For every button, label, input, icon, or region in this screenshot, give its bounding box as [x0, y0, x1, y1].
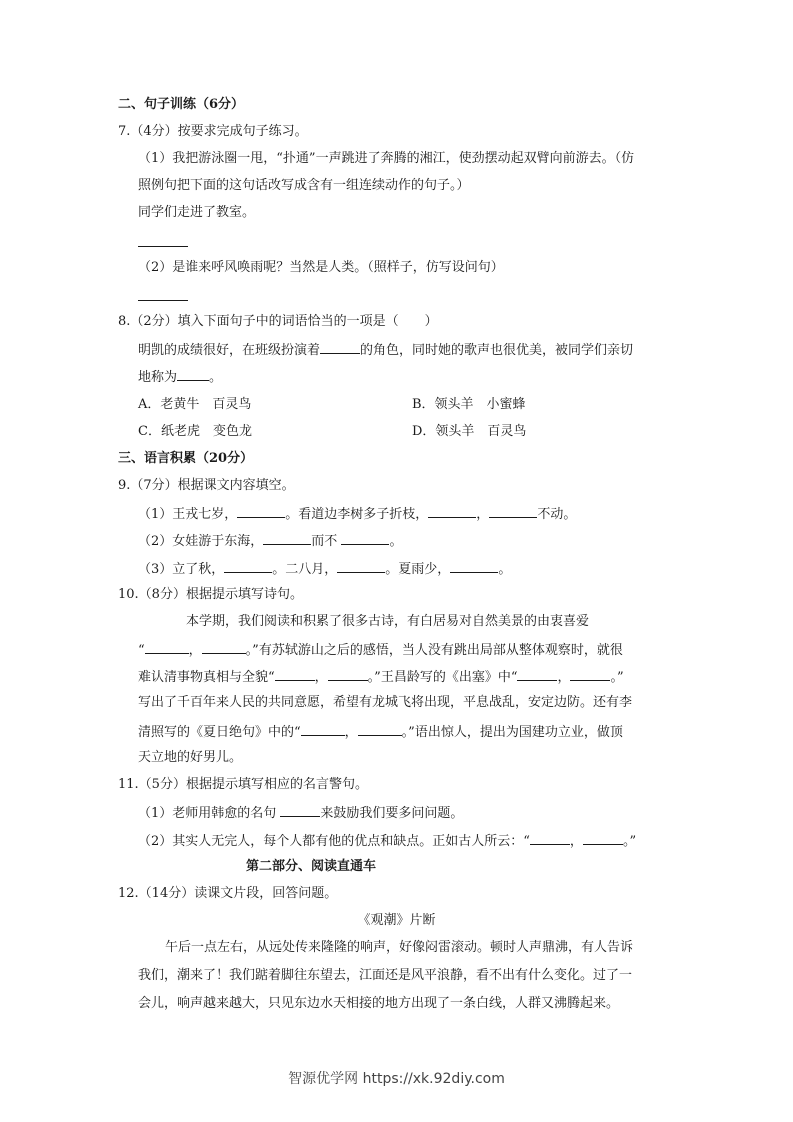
- q11-l2-c: 。”: [622, 834, 637, 849]
- q10-stem: 10.（8分）根据提示填写诗句。: [118, 587, 303, 602]
- q11-line1: [138, 802, 463, 824]
- q9-blank-7[interactable]: [337, 558, 385, 573]
- q10-l2-b: ，: [188, 643, 202, 658]
- q8-line1: [138, 339, 633, 361]
- q8-line2: [138, 366, 222, 388]
- q8-line1-text-b: 的角色，同时她的歌声也很优美，被同学们亲切: [360, 343, 634, 358]
- q9-blank-4[interactable]: [263, 530, 311, 545]
- q7-answer-blank-1[interactable]: [138, 246, 188, 247]
- q9-blank-8[interactable]: [450, 558, 498, 573]
- q10-blank-8[interactable]: [358, 721, 402, 736]
- q9-stem: 9.（7分）根据课文内容填空。: [118, 478, 295, 493]
- q7-answer-blank-2[interactable]: [138, 300, 188, 301]
- q10-l3-e: 。”: [610, 670, 624, 685]
- q7-stem: 7.（4分）按要求完成句子练习。: [118, 124, 308, 139]
- q9-blank-5[interactable]: [341, 530, 389, 545]
- q10-line6: 天立地的好男儿。: [138, 750, 243, 765]
- q8-stem: 8.（2分）填入下面句子中的词语恰当的一项是（ ）: [118, 314, 438, 329]
- q9-l3-b: 。二八月，: [272, 562, 338, 577]
- q10-l5-b: ，: [344, 725, 358, 740]
- q7-p1-line1: （1）我把游泳圈一甩，“扑通”一声跳进了奔腾的湘江，使劲摆动起双臂向前游去。（仿: [138, 151, 635, 166]
- q10-blank-7[interactable]: [301, 721, 345, 736]
- section-3-title: 三、语言积累（20分）: [118, 451, 254, 466]
- q9-line3: [138, 558, 511, 580]
- passage-line3: 会儿，响声越来越大，只见东边水天相接的地方出现了一条白线，人群又沸腾起来。: [138, 996, 620, 1011]
- q8-option-a[interactable]: A．老黄牛 百灵鸟: [138, 397, 252, 412]
- q11-blank-2[interactable]: [530, 830, 570, 845]
- section-2-title: 二、句子训练（6分）: [118, 97, 245, 112]
- q10-l5-a: 清照写的《夏日绝句》中的“: [138, 725, 301, 740]
- q7-p1-line3: 同学们走进了教室。: [138, 205, 256, 220]
- q9-blank-2[interactable]: [428, 503, 476, 518]
- q10-blank-4[interactable]: [328, 666, 368, 681]
- q10-line4: 写出了千百年来人民的共同意愿，希望有龙城飞将出现，平息战乱，安定边防。还有李: [138, 695, 633, 710]
- q11-l2-b: ，: [569, 834, 583, 849]
- q9-l1-c: ，: [476, 507, 490, 522]
- q9-blank-3[interactable]: [489, 503, 537, 518]
- q8-line1-text-a: 明凯的成绩很好，在班级扮演着: [138, 343, 321, 358]
- q8-line2-text-b: 。: [209, 370, 223, 385]
- q8-blank-2[interactable]: [177, 366, 209, 381]
- q10-line5: [138, 721, 623, 743]
- q7-p2-line1: （2）是谁来呼风唤雨呢？当然是人类。（照样子，仿写设问句）: [138, 260, 504, 275]
- part-2-title: 第二部分、阅读直通车: [246, 859, 377, 874]
- q10-blank-5[interactable]: [517, 666, 557, 681]
- passage-line2: 我们，潮来了！我们踮着脚往东望去，江面还是风平浪静，看不出有什么变化。过了一: [138, 968, 633, 983]
- q10-blank-2[interactable]: [202, 639, 246, 654]
- q9-blank-1[interactable]: [237, 503, 285, 518]
- passage-line1: 午后一点左右，从远处传来隆隆的响声，好像闷雷滚动。顿时人声鼎沸，有人告诉: [165, 940, 634, 955]
- q10-l3-a: 难认清事物真相与全貌“: [138, 670, 275, 685]
- q8-line2-text-a: 地称为: [138, 370, 178, 385]
- q11-line2: [138, 830, 636, 852]
- q12-stem: 12.（14分）读课文片段，回答问题。: [118, 886, 338, 901]
- q9-l3-c: 。夏雨少，: [385, 562, 451, 577]
- q9-l2-b: 而不: [311, 534, 338, 549]
- footer-watermark[interactable]: 智源优学网 https://xk.92diy.com: [288, 1071, 505, 1087]
- q9-l2-c: 。: [389, 534, 403, 549]
- q8-option-d[interactable]: D．领头羊 百灵鸟: [412, 424, 527, 439]
- q8-option-b[interactable]: B．领头羊 小蜜蜂: [412, 397, 526, 412]
- q9-l3-d: 。: [498, 562, 512, 577]
- q9-line1: [138, 503, 576, 525]
- q10-line2: [138, 639, 623, 661]
- q10-l2-a: “: [138, 643, 145, 658]
- q9-l1-b: 。看道边李树多子折枝，: [285, 507, 429, 522]
- q9-line2: [138, 530, 402, 552]
- q9-l2-a: （2）女娃游于东海，: [138, 534, 264, 549]
- q11-blank-1[interactable]: [280, 802, 320, 817]
- q9-l1-d: 不动。: [537, 507, 577, 522]
- q11-l1-a: （1）老师用韩愈的名句: [138, 806, 277, 821]
- q10-line1: 本学期，我们阅读和积累了很多古诗，有白居易对自然美景的由衷喜爱: [186, 614, 590, 629]
- q10-l3-d: ，: [557, 670, 571, 685]
- q11-l1-b: 来鼓励我们要多问问题。: [320, 806, 464, 821]
- q11-stem: 11.（5分）根据提示填写相应的名言警句。: [118, 777, 368, 792]
- q9-l3-a: （3）立了秋，: [138, 562, 225, 577]
- passage-title: 《观潮》片断: [357, 913, 436, 928]
- q8-blank-1[interactable]: [320, 339, 360, 354]
- q10-l5-c: 。”语出惊人，提出为国建功立业，做顶: [401, 725, 623, 740]
- q9-l1-a: （1）王戎七岁，: [138, 507, 238, 522]
- q10-line3: [138, 666, 624, 688]
- q10-blank-6[interactable]: [570, 666, 610, 681]
- q11-l2-a: （2）其实人无完人，每个人都有他的优点和缺点。正如古人所云：“: [138, 834, 530, 849]
- q10-l3-b: ，: [314, 670, 328, 685]
- q7-p1-line2: 照例句把下面的这句话改写成含有一组连续动作的句子。）: [138, 178, 470, 193]
- q8-option-c[interactable]: C．纸老虎 变色龙: [138, 424, 252, 439]
- q10-l3-c: 。”王昌龄写的《出塞》中“: [367, 670, 518, 685]
- q10-blank-3[interactable]: [275, 666, 315, 681]
- q9-blank-6[interactable]: [224, 558, 272, 573]
- q10-blank-1[interactable]: [145, 639, 189, 654]
- q11-blank-3[interactable]: [583, 830, 623, 845]
- q10-l2-c: 。”有苏轼游山之后的感悟，当人没有跳出局部从整体观察时，就很: [245, 643, 623, 658]
